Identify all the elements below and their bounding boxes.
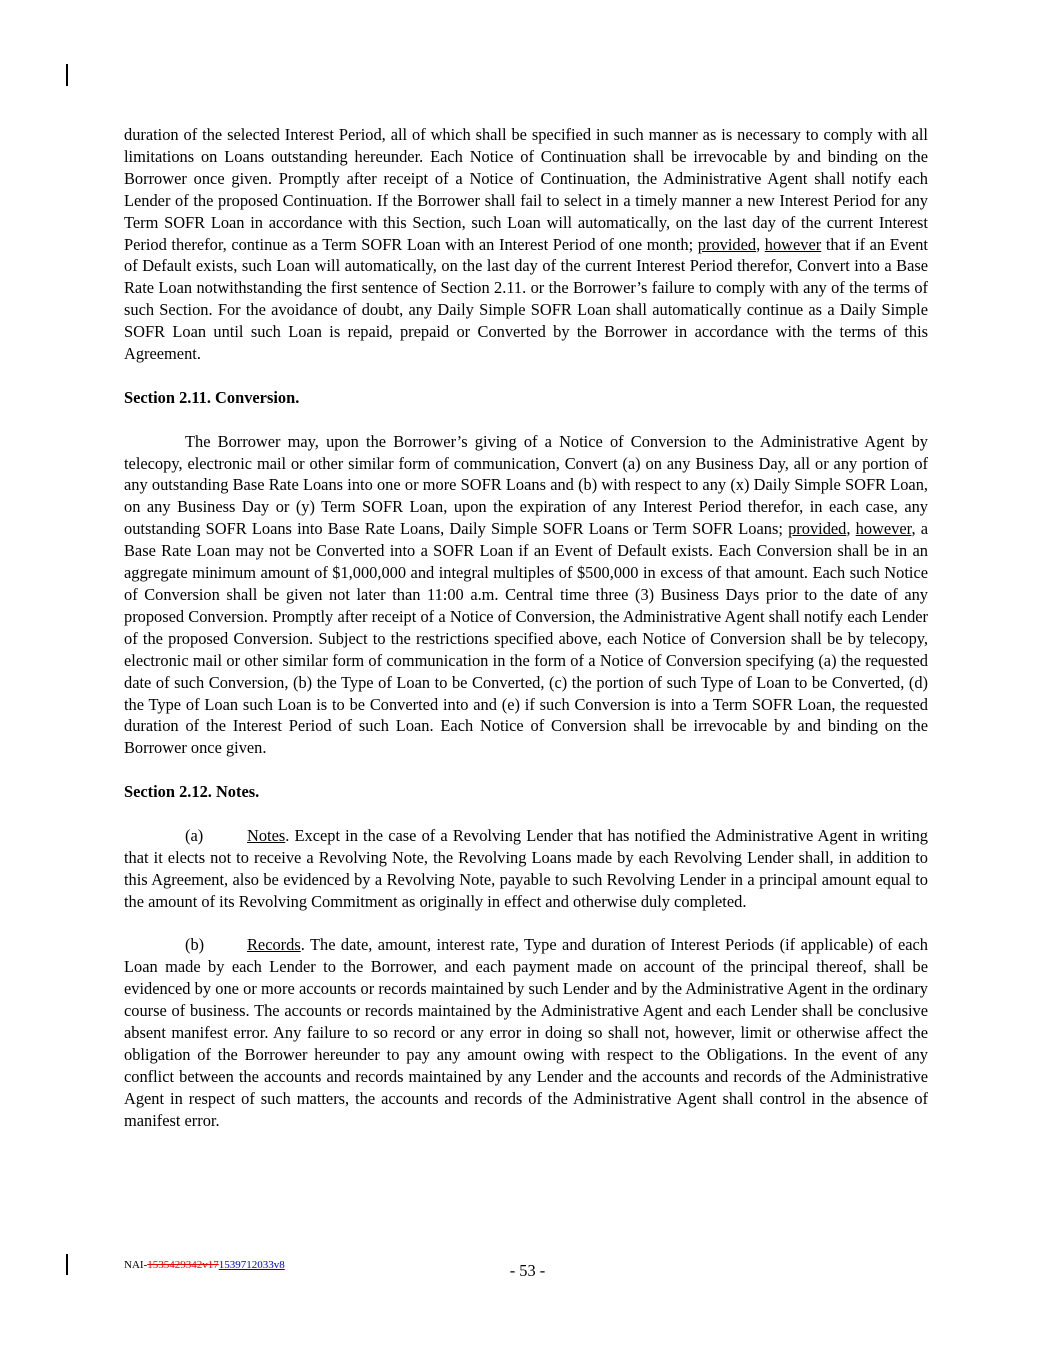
comma-separator: , (756, 234, 765, 254)
conversion-text-2: , a Base Rate Loan may not be Converted into a SOFR Loan if an Event of Default exists. Each Conversion shall be in an aggregate minimum amount of $1,000,000 and integral multiples of $500,000 in excess of that amount. Each such Notice of Conversion shall be given not later than 11:00 a.m. Central time three (3) Business Days prior to the date of any proposed Conversion. Promptly after receipt of a Notice of Conversion, the Administrative Agent shall notify each Lender of the proposed Conversion. Subject to the restrictions specified above, each Notice of Conversion shall be by telecopy, electronic mail or other similar form of communication in the form of a Notice of Conversion specifying (a) the requested date of such Conversion, (b) the Type of Loan to be Converted, (c) the portion of such Type of Loan to be Converted, (d) the Type of Loan such Loan is to be Converted into and (e) if such Conversion is into a Term SOFR Loan, the requested duration of the Interest Period of such Loan. Each Notice of Conversion shall be irrevocable by and binding on the Borrower once given. (124, 519, 928, 758)
comma-separator: , (846, 519, 856, 539)
document-page (124, 124, 928, 1132)
records-paragraph-b (124, 934, 928, 1131)
section-2-11-heading: Section 2.11. Conversion. (124, 387, 300, 407)
provided-term: provided (788, 519, 847, 539)
section-2-12-heading: Section 2.12. Notes. (124, 782, 260, 802)
inserted-doc-id: 1539712033v8 (218, 1259, 285, 1271)
clause-text-a: . Except in the case of a Revolving Lender that has notified the Administrative Agent in writing that it elects not to receive a Revolving Note, the Revolving Loans made by each Revolving Lender shall, in addition to this Agreement, also be evidenced by a Revolving Note, payable to such Revolving Lender in a principal amount equal to the amount of its Revolving Commitment as originally in effect and otherwise duly completed. (124, 825, 928, 911)
doc-id-prefix: NAI- (124, 1259, 148, 1271)
however-term: however (764, 234, 822, 254)
deleted-doc-id: 1535429342v17 (147, 1259, 219, 1271)
continuation-text-2: that if an Event of Default exists, such Loan will automatically, on the last day of the current Interest Period therefor, Convert into a Base Rate Loan notwithstanding the first sentence of Section 2.11. or the Borrower’s failure to comply with any of the terms of such Section. For the avoidance of doubt, any Daily Simple SOFR Loan shall automatically continue as a Daily Simple SOFR Loan until such Loan is repaid, prepaid or Converted by the Borrower in accordance with the terms of this Agreement. (124, 234, 928, 364)
continuation-text-1: duration of the selected Interest Period, all of which shall be specified in such manner as is necessary to comply with all limitations on Loans outstanding hereunder. Each Notice of Continuation shall be irrevocable by and binding on the Borrower once given. Promptly after receipt of a Notice of Continuation, the Administrative Agent shall notify each Lender of the proposed Continuation. If the Borrower shall fail to select in a timely manner a new Interest Period for any Term SOFR Loan in accordance with this Section, such Loan will automatically, on the last day of the current Interest Period therefor, continue as a Term SOFR Loan with an Interest Period of one month; (124, 125, 928, 254)
clause-text-b: . The date, amount, interest rate, Type and duration of Interest Periods (if applicable) of each Loan made by each Lender to the Borrower, and each payment made on account of the principal thereof, shall be evidenced by one or more accounts or records maintained by such Lender and by the Administrative Agent in the ordinary course of business. The accounts or records maintained by the Administrative Agent and each Lender shall be conclusive absent manifest error. Any failure to so record or any error in doing so shall not, however, limit or otherwise affect the obligation of the Borrower hereunder to pay any amount owing with respect to the Obligations. In the event of any conflict between the accounts and records maintained by any Lender and the accounts and records of the Administrative Agent in respect of such matters, the accounts and records of the Administrative Agent shall control in the absence of manifest error. (124, 935, 928, 1130)
however-term: however (855, 519, 912, 539)
provided-term: provided (697, 234, 757, 254)
notes-paragraph-a (124, 825, 928, 913)
clause-title-records: Records (247, 935, 301, 955)
clause-label-b: (b) (185, 935, 205, 955)
page-number: - 53 - (509, 1261, 546, 1280)
conversion-text-1: The Borrower may, upon the Borrower’s giving of a Notice of Conversion to the Administrative Agent by telecopy, electronic mail or other similar form of communication, Convert (a) on any Business Day, all or any portion of any outstanding Base Rate Loans into one or more SOFR Loans and (b) with respect to any (x) Daily Simple SOFR Loan, on any Business Day or (y) Term SOFR Loan, upon the expiration of any Interest Period therefor, in each case, any outstanding SOFR Loans into Base Rate Loans, Daily Simple SOFR Loans or Term SOFR Loans; (124, 431, 928, 539)
clause-title-notes: Notes (247, 825, 286, 845)
conversion-paragraph (124, 431, 928, 760)
change-bar-top (66, 64, 68, 86)
continuation-paragraph (124, 124, 928, 365)
clause-label-a: (a) (185, 825, 204, 845)
